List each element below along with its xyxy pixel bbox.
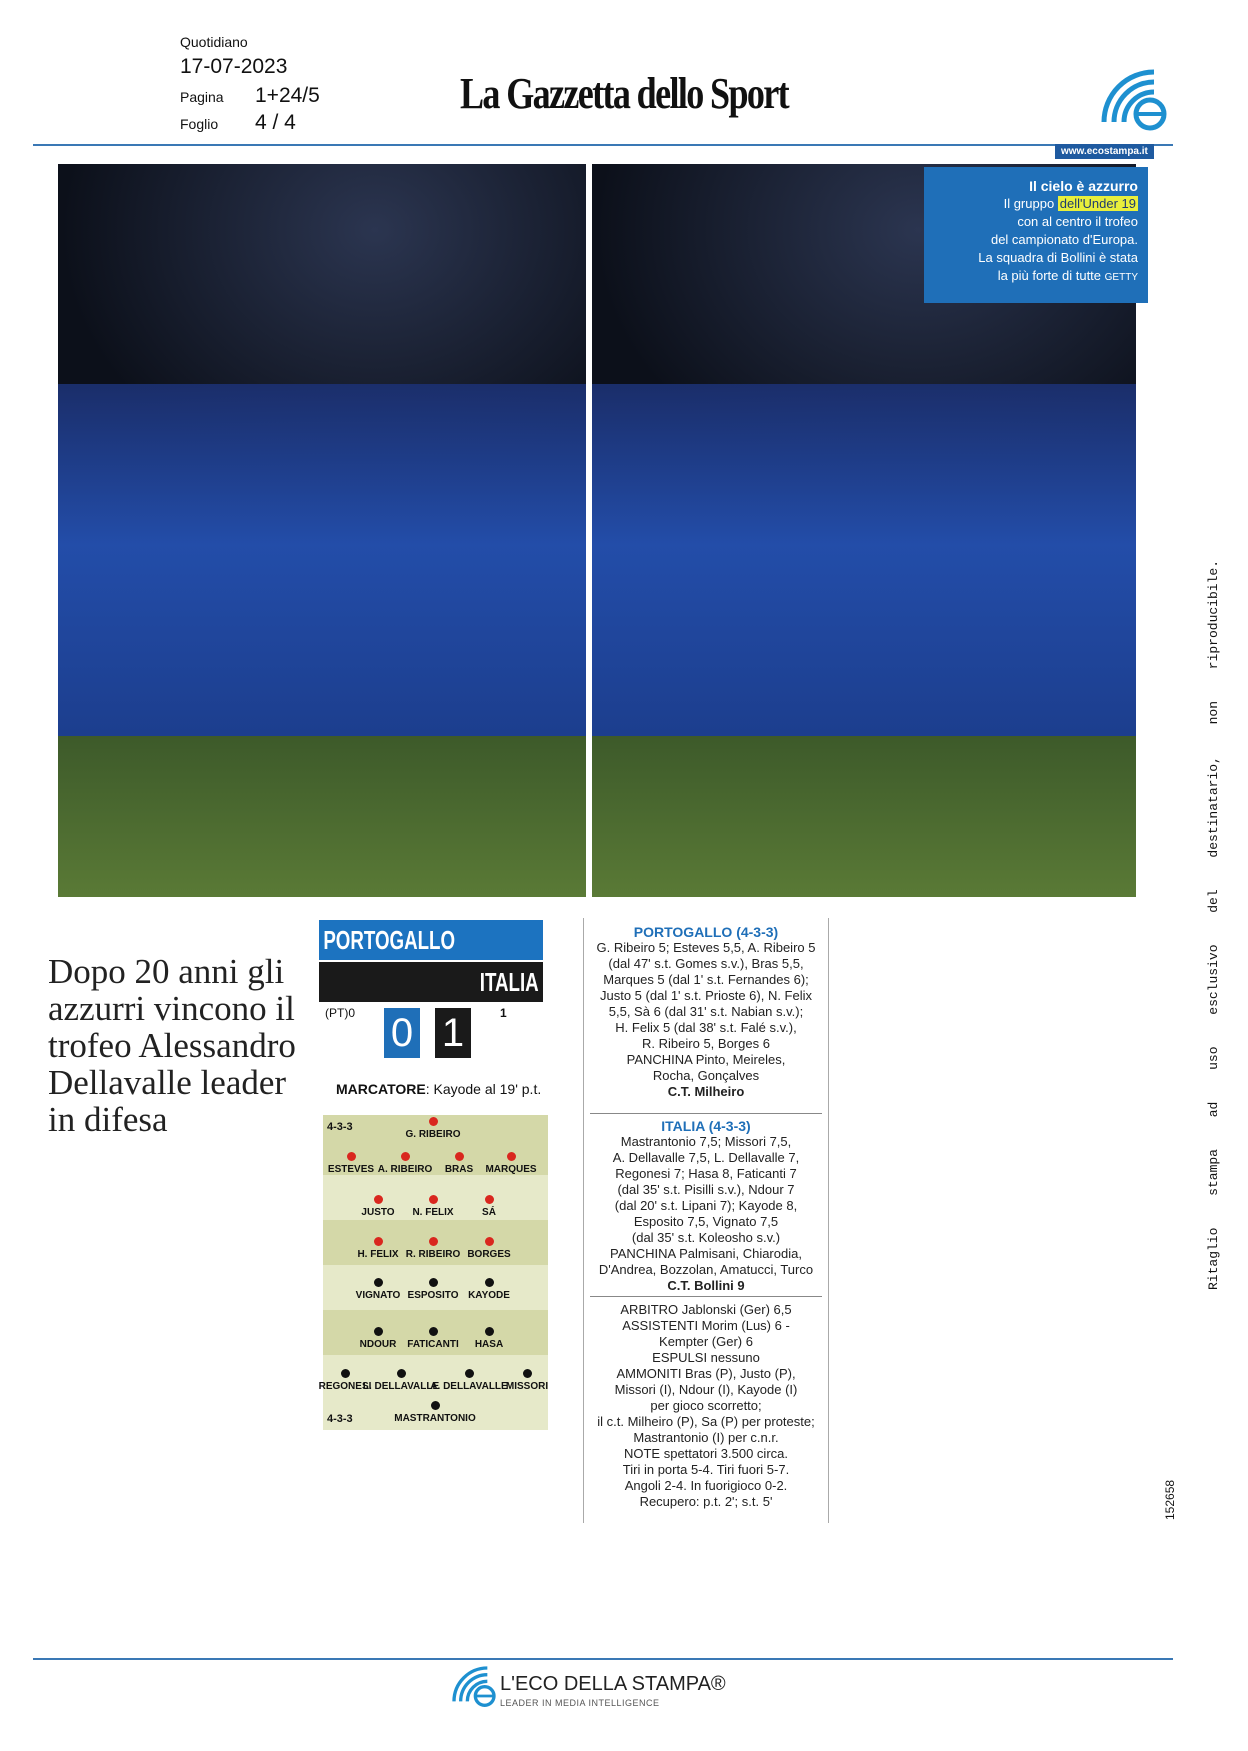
column-divider	[583, 918, 584, 1523]
officials-report-line: NOTE spettatori 3.500 circa.	[623, 1446, 788, 1461]
player-dot	[485, 1237, 494, 1246]
player-name: ESTEVES	[327, 1164, 375, 1175]
portugal-report-line: (dal 47' s.t. Gomes s.v.), Bras 5,5,	[608, 956, 804, 971]
italy-report-line: Regonesi 7; Hasa 8, Faticanti 7	[615, 1166, 797, 1181]
player-name: ESPOSITO	[407, 1290, 459, 1301]
home-score: 0	[384, 1008, 420, 1058]
portugal-report-line: Justo 5 (dal 1' s.t. Prioste 6), N. Felix	[600, 988, 812, 1003]
doc-type: Quotidiano	[180, 34, 248, 50]
scorer-text: : Kayode al 19' p.t.	[425, 1081, 542, 1097]
report-separator-2	[590, 1296, 822, 1297]
eco-logo-icon	[1098, 60, 1170, 132]
home-team-name: PORTOGALLO	[323, 925, 456, 955]
player-dot	[397, 1369, 406, 1378]
player-dot	[429, 1278, 438, 1287]
officials-report-line: Angoli 2-4. In fuorigioco 0-2.	[624, 1478, 788, 1493]
italy-report-line: PANCHINA Palmisani, Chiarodia,	[610, 1246, 802, 1261]
home-formation: 4-3-3	[327, 1121, 353, 1133]
portugal-report-line: Rocha, Gonçalves	[652, 1068, 760, 1083]
player-dot	[429, 1237, 438, 1246]
lineup-pitch	[318, 1115, 549, 1430]
officials-report-line: AMMONITI Bras (P), Justo (P),	[616, 1366, 796, 1381]
bottom-rule	[33, 1658, 1173, 1660]
officials-report-line: Kempter (Ger) 6	[659, 1334, 753, 1349]
portugal-report-line: Marques 5 (dal 1' s.t. Fernandes 6);	[603, 972, 809, 987]
italy-report	[590, 1118, 822, 1294]
player-name: R. RIBEIRO	[405, 1249, 461, 1260]
italy-coach: C.T. Bollini 9	[667, 1278, 745, 1293]
italy-report-line: Mastrantonio 7,5; Missori 7,5,	[620, 1134, 792, 1149]
player-dot	[374, 1327, 383, 1336]
portugal-report-line: H. Felix 5 (dal 38' s.t. Falé s.v.),	[615, 1020, 797, 1035]
player-dot	[485, 1327, 494, 1336]
photo-caption	[924, 167, 1148, 303]
officials-report-line: ARBITRO Jablonski (Ger) 6,5	[620, 1302, 792, 1317]
player-dot	[429, 1117, 438, 1126]
player-name: BORGES	[467, 1249, 511, 1260]
caption-line1a: Il gruppo	[1003, 196, 1058, 211]
player-name: HASA	[474, 1339, 504, 1350]
player-name: A. RIBEIRO	[377, 1164, 433, 1175]
officials-report-line: Tiri in porta 5-4. Tiri fuori 5-7.	[622, 1462, 790, 1477]
page-value: 1+24/5	[255, 84, 320, 107]
caption-source: GETTY	[1104, 272, 1138, 283]
officials-report-line: per gioco scorretto;	[650, 1398, 762, 1413]
italy-report-line: (dal 35' s.t. Koleosho s.v.)	[631, 1230, 781, 1245]
reproduction-notice-text: Ritaglio stampa ad uso esclusivo del destinatario, non riproducibile.	[1206, 560, 1221, 1290]
player-dot	[374, 1237, 383, 1246]
player-dot	[485, 1195, 494, 1204]
doc-date: 17-07-2023	[180, 55, 288, 78]
italy-report-line: Esposito 7,5, Vignato 7,5	[633, 1214, 779, 1229]
player-name: MASTRANTONIO	[394, 1413, 476, 1424]
away-team-banner	[319, 962, 543, 1002]
caption-line3: del campionato d'Europa.	[990, 232, 1138, 247]
caption-line2: con al centro il trofeo	[1017, 214, 1138, 229]
player-dot	[431, 1401, 440, 1410]
top-rule	[33, 144, 1173, 146]
scorer-label: MARCATORE	[336, 1081, 426, 1097]
sheet-label: Foglio	[180, 116, 219, 132]
player-name: MISSORI	[505, 1381, 549, 1392]
away-score-suffix: 1	[500, 1006, 507, 1020]
eco-footer-logo-icon	[450, 1660, 498, 1708]
player-dot	[507, 1152, 516, 1161]
player-dot	[523, 1369, 532, 1378]
portugal-report	[590, 924, 822, 1100]
player-name: VIGNATO	[355, 1290, 401, 1301]
portugal-report-line: R. Ribeiro 5, Borges 6	[642, 1036, 770, 1051]
caption-title: Il cielo è azzurro	[1029, 178, 1138, 194]
player-name: NDOUR	[359, 1339, 397, 1350]
player-dot	[401, 1152, 410, 1161]
home-score-prefix: (PT)0	[325, 1006, 355, 1020]
player-name: MARQUES	[485, 1164, 537, 1175]
italy-report-line: D'Andrea, Bozzolan, Amatucci, Turco	[598, 1262, 814, 1277]
masthead: La Gazzetta dello Sport	[460, 69, 789, 118]
player-name: FATICANTI	[407, 1339, 459, 1350]
player-dot	[485, 1278, 494, 1287]
player-name: BRAS	[444, 1164, 474, 1175]
player-name: REGONESI	[318, 1381, 372, 1392]
away-score: 1	[435, 1008, 471, 1058]
officials-report-line: Mastrantonio (I) per c.n.r.	[633, 1430, 779, 1445]
player-name: G. RIBEIRO	[405, 1129, 461, 1140]
officials-report-line: Missori (I), Ndour (I), Kayode (I)	[614, 1382, 798, 1397]
player-dot	[341, 1369, 350, 1378]
player-name: A. DELLAVALLE	[430, 1381, 508, 1392]
player-dot	[465, 1369, 474, 1378]
italy-report-head: ITALIA (4-3-3)	[661, 1118, 751, 1134]
sheet-value: 4 / 4	[255, 111, 296, 134]
italy-report-line: A. Dellavalle 7,5, L. Dellavalle 7,	[612, 1150, 800, 1165]
player-name: SÁ	[482, 1207, 496, 1218]
officials-report	[590, 1302, 822, 1510]
player-name: KAYODE	[468, 1290, 510, 1301]
player-name: N. FELIX	[412, 1207, 454, 1218]
away-formation: 4-3-3	[327, 1413, 353, 1425]
report-separator	[590, 1113, 822, 1114]
player-name: L. DELLAVALLE	[362, 1381, 440, 1392]
player-dot	[429, 1195, 438, 1204]
footer-brand: L'ECO DELLA STAMPA®	[500, 1673, 726, 1695]
away-team-name: ITALIA	[479, 967, 539, 997]
portugal-report-head: PORTOGALLO (4-3-3)	[633, 924, 779, 940]
reproduction-notice	[1206, 560, 1226, 1290]
portugal-report-line: 5,5, Sà 6 (dal 31' s.t. Nabian s.v.);	[608, 1004, 804, 1019]
player-name: H. FELIX	[357, 1249, 399, 1260]
italy-report-line: (dal 20' s.t. Lipani 7); Kayode 8,	[614, 1198, 798, 1213]
caption-line4: La squadra di Bollini è stata	[978, 250, 1138, 265]
player-dot	[374, 1195, 383, 1204]
caption-highlight: dell'Under 19	[1059, 196, 1136, 211]
officials-report-line: ASSISTENTI Morim (Lus) 6 -	[622, 1318, 790, 1333]
italy-report-line: (dal 35' s.t. Pisilli s.v.), Ndour 7	[617, 1182, 795, 1197]
portugal-report-line: PANCHINA Pinto, Meireles,	[626, 1052, 786, 1067]
clip-code	[1163, 1460, 1183, 1520]
officials-report-line: Recupero: p.t. 2'; s.t. 5'	[639, 1494, 773, 1509]
footer-tagline: LEADER IN MEDIA INTELLIGENCE	[500, 1698, 660, 1708]
player-dot	[429, 1327, 438, 1336]
player-dot	[374, 1278, 383, 1287]
page-label: Pagina	[180, 89, 224, 105]
officials-report-line: il c.t. Milheiro (P), Sa (P) per proteste;	[597, 1414, 815, 1429]
site-tag: www.ecostampa.it	[1055, 144, 1154, 159]
column-divider-right	[828, 918, 829, 1523]
portugal-coach: C.T. Milheiro	[667, 1084, 745, 1099]
player-dot	[347, 1152, 356, 1161]
officials-report-line: ESPULSI nessuno	[652, 1350, 760, 1365]
scorer-line	[336, 1081, 541, 1097]
player-name: JUSTO	[361, 1207, 395, 1218]
portugal-report-line: G. Ribeiro 5; Esteves 5,5, A. Ribeiro 5	[596, 940, 816, 955]
home-team-banner	[319, 920, 543, 960]
clip-code-text: 152658	[1163, 1479, 1177, 1520]
player-dot	[455, 1152, 464, 1161]
caption-line5: la più forte di tutte	[997, 268, 1102, 283]
photo-left	[58, 164, 586, 897]
article-headline: Dopo 20 anni gli azzurri vincono il trofeo Alessandro Dellavalle leader in difesa	[48, 952, 296, 1139]
